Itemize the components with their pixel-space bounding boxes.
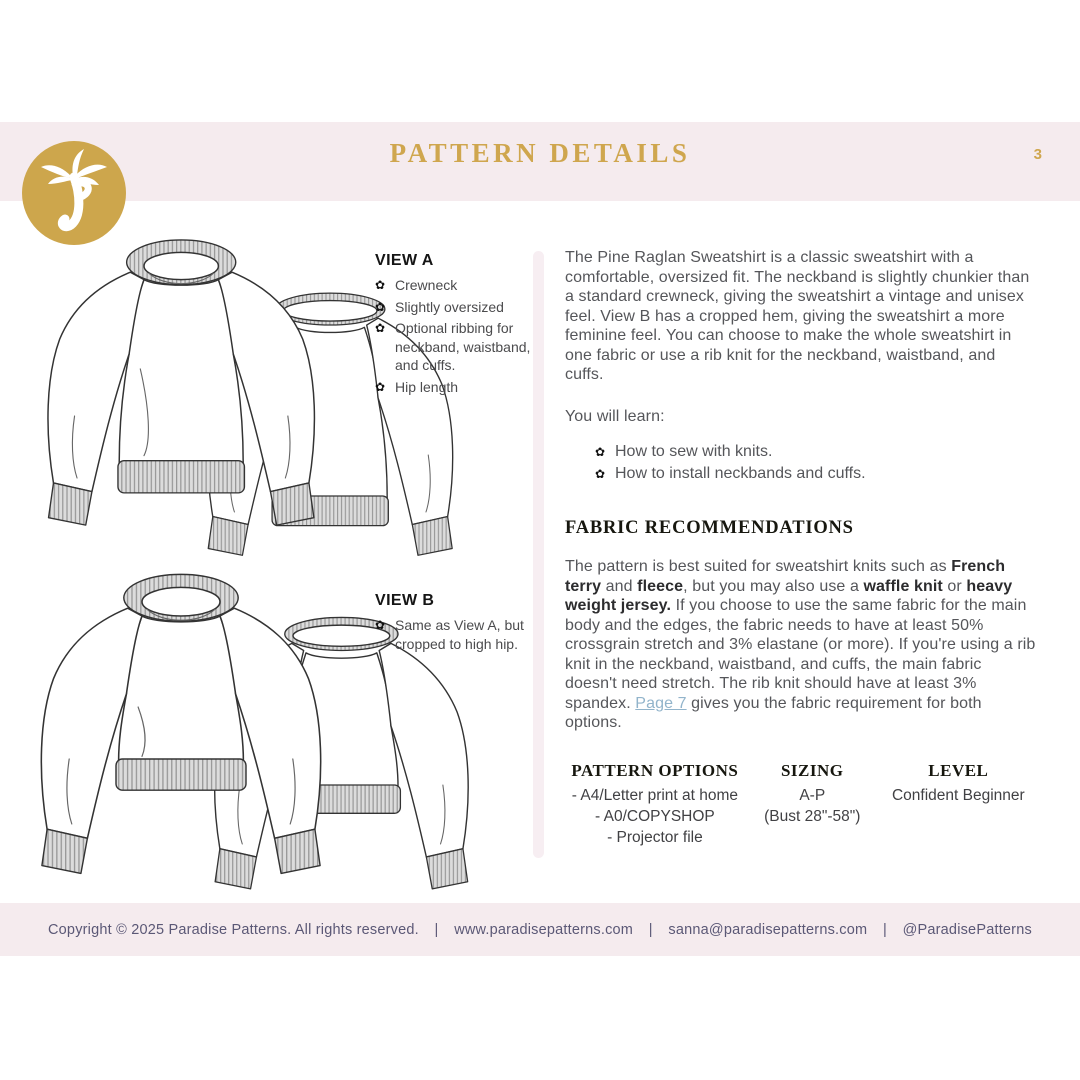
sizing-value: A-P [799, 786, 826, 804]
list-item [375, 276, 543, 295]
footer-separator: | [882, 921, 887, 938]
flower-bullet-icon: ✿ [595, 467, 606, 481]
view-a-bullet: Optional ribbing for neckband, waistband, and cuffs. [395, 320, 531, 373]
view-a-bullet: Slightly oversized [395, 298, 504, 315]
fabric-paragraph: The pattern is best suited for sweatshirt knits such as French terry and fleece, but you may also use a waffle knit or heavy weight jersey. If you choose to use the same fabric for the main body and the edges, the fabric needs to have at least 50% crossgrain stretch and 3% elastane (or more). If you're using a rib knit in the neckband, waistband, and cuffs, the main fabric doesn't need stretch. The rib knit should have at least 3% spandex. Page 7 gives you the fabric requirement for both options. [565, 558, 1036, 731]
footer-separator: | [648, 921, 653, 938]
pattern-option: - A0/COPYSHOP [595, 807, 715, 825]
pattern-info-row [565, 761, 1037, 848]
list-item [595, 442, 1037, 462]
list-item [375, 616, 543, 653]
view-b-details [375, 592, 543, 656]
level-column [880, 761, 1037, 848]
view-a-bullet: Crewneck [395, 277, 458, 293]
pattern-options-column [565, 761, 745, 848]
description-column [565, 248, 1037, 848]
view-a-bullet: Hip length [395, 378, 459, 395]
footer-content [48, 922, 1032, 938]
flower-bullet-icon: ✿ [375, 618, 386, 632]
list-item [375, 298, 543, 317]
view-b-bullet: Same as View A, but cropped to high hip. [395, 617, 524, 652]
sizing-column [745, 761, 880, 848]
page-number: 3 [1033, 146, 1042, 163]
list-item [375, 319, 543, 375]
learn-item: How to sew with knits. [615, 443, 773, 460]
level-value: Confident Beginner [891, 786, 1025, 804]
learn-label: You will learn: [565, 407, 665, 425]
list-item [595, 464, 1037, 484]
footer-separator: | [434, 921, 439, 938]
fabric-recommendations-heading: FABRIC RECOMMENDATIONS [565, 518, 854, 538]
footer-bar [0, 903, 1080, 956]
pattern-options-heading: PATTERN OPTIONS [571, 760, 739, 780]
intro-paragraph: The Pine Raglan Sweatshirt is a classic sweatshirt with a comfortable, oversized fit. The neckband is slightly chunkier than a standard crewneck, giving the sweatshirt a vintage and unisex feel. View B has a cropped hem, giving the sweatshirt a more feminine feel. You can choose to make the whole sweatshirt in one fabric or use a rib knit for the neckband, waistband, and cuffs. [565, 249, 1030, 383]
sizing-heading: SIZING [780, 760, 844, 780]
column-divider [533, 251, 544, 858]
flower-bullet-icon: ✿ [375, 321, 386, 335]
flower-bullet-icon: ✿ [595, 445, 606, 459]
view-a-title: VIEW A [375, 252, 434, 269]
view-b-title: VIEW B [375, 592, 435, 609]
pattern-option: - Projector file [607, 828, 703, 846]
pattern-option: - A4/Letter print at home [571, 786, 739, 804]
copyright-text: Copyright © 2025 Paradise Patterns. All rights reserved. [48, 921, 419, 938]
learn-list [565, 442, 1037, 484]
learn-item: How to install neckbands and cuffs. [615, 465, 866, 482]
social-handle: @ParadisePatterns [902, 921, 1032, 938]
flower-bullet-icon: ✿ [375, 299, 386, 314]
view-a-details [375, 252, 543, 399]
list-item [375, 378, 543, 397]
website-link[interactable]: www.paradisepatterns.com [454, 921, 634, 938]
page-title: PATTERN DETAILS [389, 138, 691, 168]
sizing-bust-range: (Bust 28"-58") [764, 807, 861, 825]
level-heading: LEVEL [928, 760, 989, 780]
flower-bullet-icon: ✿ [375, 379, 386, 394]
flower-bullet-icon: ✿ [375, 278, 386, 292]
page-7-link[interactable]: Page 7 [635, 694, 687, 712]
email-link[interactable]: sanna@paradisepatterns.com [668, 921, 868, 938]
